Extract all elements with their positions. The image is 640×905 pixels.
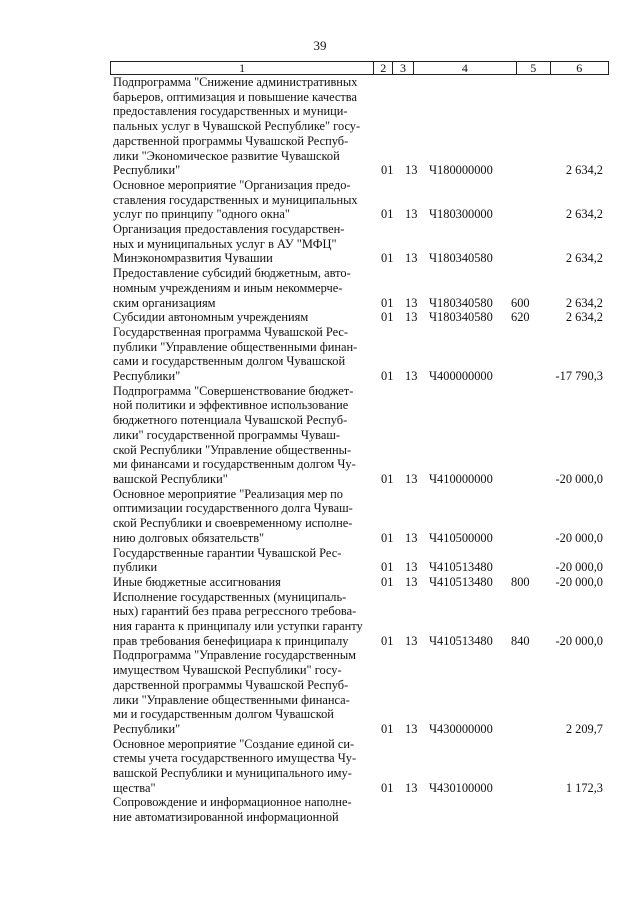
description-line: вашской Республики и муниципального иму-	[113, 766, 352, 781]
page-number: 39	[313, 38, 327, 53]
section-code: 01	[381, 207, 394, 222]
table-row	[0, 487, 640, 546]
header-col-5: 5	[516, 62, 550, 74]
target-article-code: Ч410000000	[429, 472, 493, 486]
target-article-code: Ч410513480	[429, 560, 493, 575]
table-body	[0, 75, 640, 825]
header-col-4: 4	[413, 62, 516, 74]
expense-type-code: 840	[511, 633, 530, 648]
amount: 2 634,2	[565, 207, 603, 222]
description-line: Республики"	[113, 163, 181, 178]
row-codes	[0, 310, 640, 325]
amount: 2 209,7	[565, 721, 603, 736]
table-row	[0, 310, 640, 325]
description-line: ской Республики и своевременному исполне-	[113, 516, 353, 531]
description-line: Основное мероприятие "Организация предо-	[113, 177, 351, 192]
row-codes	[0, 722, 640, 737]
row-codes	[0, 251, 640, 266]
description-line: номным учреждениям и иным некоммерче-	[113, 280, 343, 295]
section-code: 01	[381, 251, 394, 266]
description-line: дарственной программы Чувашской Респуб-	[113, 133, 349, 148]
description-line: оптимизации государственного долга Чуваш-	[113, 501, 353, 516]
subsection-code: 13	[405, 310, 418, 325]
target-article-code: Ч410513480	[429, 633, 493, 648]
amount: -20 000,0	[555, 472, 603, 486]
row-codes	[0, 575, 640, 590]
subsection-code: 13	[405, 369, 418, 384]
table-row	[0, 737, 640, 796]
subsection-code: 13	[405, 560, 418, 575]
description-line: лики "Управление общественными финанса-	[113, 692, 350, 707]
subsection-code: 13	[405, 633, 418, 648]
section-code: 01	[381, 369, 394, 384]
amount: 2 634,2	[565, 295, 603, 310]
table-row	[0, 325, 640, 384]
subsection-code: 13	[405, 472, 418, 486]
amount: -20 000,0	[555, 574, 603, 589]
description-line: Организация предоставления государствен-	[113, 222, 345, 237]
description-line: Предоставление субсидий бюджетным, авто-	[113, 266, 351, 281]
amount: -20 000,0	[555, 633, 603, 648]
table-row	[0, 546, 640, 575]
target-article-code: Ч180300000	[429, 207, 493, 222]
amount: -20 000,0	[555, 530, 603, 545]
description-line: ной политики и эффективное использование	[113, 398, 349, 413]
header-col-3: 3	[392, 62, 413, 74]
description-line: ми финансами и государственным долгом Чу-	[113, 457, 356, 472]
description-line: Подпрограмма "Совершенствование бюджет-	[113, 383, 354, 398]
row-codes	[0, 472, 640, 487]
target-article-code: Ч180340580	[429, 310, 493, 325]
description-line: ской Республики "Управление общественны-	[113, 442, 352, 457]
row-codes	[0, 781, 640, 796]
description-line: барьеров, оптимизация и повышение качества	[113, 89, 357, 104]
description-line: Сопровождение и информационное наполне-	[113, 795, 352, 810]
description-line: ных) гарантий без права регрессного требова-	[113, 604, 357, 619]
description-line: Подпрограмма "Снижение административных	[113, 75, 358, 89]
subsection-code: 13	[405, 251, 418, 266]
row-codes	[0, 810, 640, 825]
header-col-6: 6	[550, 62, 608, 74]
description-line: публики	[113, 560, 158, 575]
description-line: ским организациям	[113, 295, 216, 310]
subsection-code: 13	[405, 780, 418, 795]
amount: -17 790,3	[555, 369, 603, 384]
row-codes	[0, 634, 640, 649]
target-article-code: Ч410500000	[429, 530, 493, 545]
description-line: Основное мероприятие "Реализация мер по	[113, 486, 344, 501]
amount: 2 634,2	[565, 163, 603, 178]
table-row	[0, 795, 640, 824]
table-row	[0, 178, 640, 222]
description-line: сами и государственным долгом Чувашской	[113, 354, 346, 369]
description-line: Иные бюджетные ассигнования	[113, 574, 281, 589]
row-codes	[0, 369, 640, 384]
description-line: нию долговых обязательств"	[113, 530, 265, 545]
description-line: публики "Управление общественными финан-	[113, 339, 358, 354]
description-line: ние автоматизированной информационной	[113, 810, 339, 825]
description-line: Государственная программа Чувашской Рес-	[113, 324, 349, 339]
row-codes	[0, 560, 640, 575]
target-article-code: Ч430000000	[429, 721, 493, 736]
row-codes	[0, 163, 640, 178]
amount: 2 634,2	[565, 310, 603, 325]
row-codes	[0, 207, 640, 222]
section-code: 01	[381, 633, 394, 648]
table-row	[0, 590, 640, 649]
section-code: 01	[381, 310, 394, 325]
target-article-code: Ч400000000	[429, 369, 493, 384]
target-article-code: Ч180340580	[429, 295, 493, 310]
table-row	[0, 384, 640, 487]
subsection-code: 13	[405, 530, 418, 545]
header-col-1: 1	[239, 61, 246, 75]
description-line: пальных услуг в Чувашской Республике" госу-	[113, 119, 361, 134]
row-codes	[0, 531, 640, 546]
subsection-code: 13	[405, 574, 418, 589]
description-line: вашской Республики"	[113, 471, 228, 486]
description-line: имуществом Чувашской Республики" госу-	[113, 663, 342, 678]
section-code: 01	[381, 721, 394, 736]
description-line: бюджетного потенциала Чувашской Респуб-	[113, 413, 348, 428]
description-line: стемы учета государственного имущества Чу-	[113, 751, 357, 766]
target-article-code: Ч410513480	[429, 574, 493, 589]
table-row	[0, 222, 640, 266]
subsection-code: 13	[405, 721, 418, 736]
target-article-code: Ч180340580	[429, 251, 493, 266]
description-line: лики "Экономическое развитие Чувашской	[113, 148, 340, 163]
row-codes	[0, 296, 640, 311]
target-article-code: Ч430100000	[429, 780, 493, 795]
subsection-code: 13	[405, 295, 418, 310]
table-row	[0, 575, 640, 590]
description-line: Государственные гарантии Чувашской Рес-	[113, 545, 342, 560]
description-line: ния гаранта к принципалу или уступки гаранту	[113, 619, 363, 634]
section-code: 01	[381, 530, 394, 545]
description-line: Минэкономразвития Чувашии	[113, 251, 273, 266]
table-row	[0, 266, 640, 310]
expense-type-code: 620	[511, 310, 530, 325]
description-line: Республики"	[113, 721, 181, 736]
section-code: 01	[381, 163, 394, 178]
description-line: ных и муниципальных услуг в АУ "МФЦ"	[113, 236, 337, 251]
section-code: 01	[381, 574, 394, 589]
section-code: 01	[381, 295, 394, 310]
description-line: ставления государственных и муниципальных	[113, 192, 358, 207]
expense-type-code: 800	[511, 574, 530, 589]
description-line: Основное мероприятие "Создание единой си-	[113, 736, 355, 751]
section-code: 01	[381, 780, 394, 795]
header-col-2: 2	[373, 62, 392, 74]
description-line: услуг по принципу "одного окна"	[113, 207, 290, 222]
description-line: Субсидии автономным учреждениям	[113, 310, 309, 325]
description-line: лики" государственной программы Чуваш-	[113, 427, 341, 442]
amount: 2 634,2	[565, 251, 603, 266]
description-line: Исполнение государственных (муниципаль-	[113, 589, 347, 604]
amount: -20 000,0	[555, 560, 603, 575]
amount: 1 172,3	[565, 780, 603, 795]
description-line: щества"	[113, 780, 156, 795]
description-line: Республики"	[113, 369, 181, 384]
description-line: ми и государственным долгом Чувашской	[113, 707, 334, 722]
table-header	[110, 61, 609, 75]
table-row	[0, 75, 640, 178]
description-line: прав требования бенефициара к принципалу	[113, 633, 349, 648]
expense-type-code: 600	[511, 295, 530, 310]
description-line: Подпрограмма "Управление государственным	[113, 648, 357, 663]
description-line: предоставления государственных и муници-	[113, 104, 348, 119]
description-line: дарственной программы Чувашской Респуб-	[113, 677, 349, 692]
subsection-code: 13	[405, 163, 418, 178]
subsection-code: 13	[405, 207, 418, 222]
target-article-code: Ч180000000	[429, 163, 493, 178]
table-row	[0, 648, 640, 736]
section-code: 01	[381, 472, 394, 486]
section-code: 01	[381, 560, 394, 575]
